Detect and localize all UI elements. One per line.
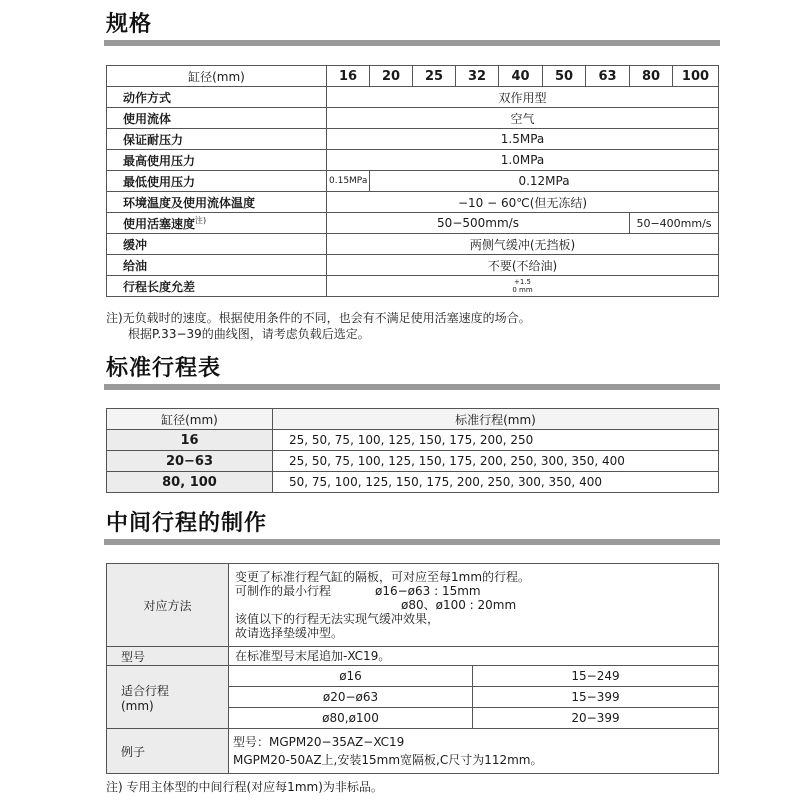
- method-text: [229, 564, 719, 647]
- standard-stroke-table: [106, 408, 719, 493]
- temperature-label: 环境温度及使用流体温度: [107, 192, 327, 213]
- model-row: [107, 647, 719, 666]
- applicable-label-line1: 适合行程: [121, 683, 170, 698]
- min-pressure-value: 0.12MPa: [370, 171, 719, 192]
- table-row: [107, 472, 719, 493]
- table-row: [107, 255, 719, 276]
- max-pressure-label: 最高使用压力: [107, 150, 327, 171]
- stroke-values: 25, 50, 75, 100, 125, 150, 175, 200, 250, 300, 350, 400: [273, 451, 719, 472]
- max-pressure-value: 1.0MPa: [327, 150, 719, 171]
- applicable-range: 20−399: [473, 708, 719, 729]
- specs-note-2: 根据P.33−39的曲线图，请考虑负载后选定。: [128, 327, 370, 341]
- tolerance-value: [327, 276, 719, 297]
- tolerance-lower: 0 mm: [512, 286, 533, 294]
- table-row: [107, 129, 719, 150]
- model-label: 型号: [107, 647, 229, 666]
- action-value: 双作用型: [327, 87, 719, 108]
- cushion-label: 缓冲: [107, 234, 327, 255]
- table-row: [107, 192, 719, 213]
- lubrication-label: 给油: [107, 255, 327, 276]
- method-line-4: 该值以下的行程无法实现气缓冲效果，: [235, 612, 440, 626]
- method-label: 对应方法: [107, 564, 229, 647]
- min-pressure-label: 最低使用压力: [107, 171, 327, 192]
- tolerance-label: 行程长度允差: [107, 276, 327, 297]
- fluid-label: 使用流体: [107, 108, 327, 129]
- section-divider: [104, 40, 720, 46]
- example-label: 例子: [107, 729, 229, 774]
- bore-80: 80: [630, 66, 673, 87]
- table-row: [107, 108, 719, 129]
- applicable-bore: ø20−ø63: [229, 687, 473, 708]
- applicable-row: [107, 666, 719, 687]
- specs-table: [106, 65, 719, 297]
- section-title-specs: 规格: [106, 12, 153, 37]
- applicable-range: 15−249: [473, 666, 719, 687]
- specs-header-row: [107, 66, 719, 87]
- applicable-label: [107, 666, 229, 729]
- bore-25: 25: [413, 66, 456, 87]
- method-line-1: 变更了标准行程气缸的隔板，可对应至每1mm的行程。: [235, 570, 531, 584]
- bore-20: 20: [370, 66, 413, 87]
- bore-63: 63: [586, 66, 630, 87]
- table-row: [107, 150, 719, 171]
- bore-header: 缸径(mm): [107, 66, 327, 87]
- specs-note-1: 注)无负载时的速度。根据使用条件的不同，也会有不满足使用活塞速度的场合。: [106, 311, 531, 325]
- bore-40: 40: [499, 66, 543, 87]
- stroke-bore-header: 缸径(mm): [107, 409, 273, 430]
- stroke-values: 25, 50, 75, 100, 125, 150, 175, 200, 250: [273, 430, 719, 451]
- example-text: [229, 729, 719, 774]
- example-row: [107, 729, 719, 774]
- stroke-header-row: [107, 409, 719, 430]
- bore-50: 50: [543, 66, 586, 87]
- table-row: [107, 213, 719, 234]
- method-min-stroke-label: 可制作的最小行程: [235, 584, 332, 598]
- section-title-intermediate: 中间行程的制作: [106, 511, 268, 536]
- cushion-value: 两侧气缓冲(无挡板): [327, 234, 719, 255]
- action-label: 动作方式: [107, 87, 327, 108]
- fluid-value: 空气: [327, 108, 719, 129]
- table-row: [107, 87, 719, 108]
- proof-pressure-value: 1.5MPa: [327, 129, 719, 150]
- section-divider: [104, 539, 720, 545]
- tolerance-upper: +1.5: [513, 278, 531, 286]
- table-row: [107, 430, 719, 451]
- piston-speed-label-text: 使用活塞速度: [123, 216, 196, 231]
- section-title-strokes: 标准行程表: [106, 356, 222, 381]
- method-min-stroke-large: ø80、ø100 : 20mm: [401, 598, 517, 612]
- tolerance-stack: [512, 278, 532, 294]
- piston-speed-label: [107, 213, 327, 234]
- intermediate-stroke-table: [106, 563, 719, 774]
- stroke-values: 50, 75, 100, 125, 150, 175, 200, 250, 300, 350, 400: [273, 472, 719, 493]
- bore-16: 16: [327, 66, 370, 87]
- method-line-5: 故请选择垫缓冲型。: [235, 626, 344, 640]
- bore-32: 32: [456, 66, 499, 87]
- example-line-2: MGPM20-50AZ上,安装15mm宽隔板,C尺寸为112mm。: [233, 753, 543, 767]
- section-divider: [104, 384, 720, 390]
- stroke-bore: 20−63: [107, 451, 273, 472]
- table-row: [107, 171, 719, 192]
- method-line-2: [235, 584, 718, 598]
- table-row: [107, 234, 719, 255]
- piston-speed-value: 50−500mm/s: [327, 213, 630, 234]
- method-row: [107, 564, 719, 647]
- intermediate-note: 注) 专用主体型的中间行程(对应每1mm)为非标品。: [106, 780, 383, 794]
- temperature-value: −10 − 60℃(但无冻结): [327, 192, 719, 213]
- lubrication-value: 不要(不给油): [327, 255, 719, 276]
- example-line-1: 型号：MGPM20−35AZ−XC19: [233, 735, 405, 749]
- stroke-bore: 80, 100: [107, 472, 273, 493]
- stroke-header: 标准行程(mm): [273, 409, 719, 430]
- table-row: [107, 276, 719, 297]
- table-row: [107, 451, 719, 472]
- min-pressure-value-16: 0.15MPa: [327, 171, 370, 192]
- applicable-label-line2: (mm): [121, 698, 154, 713]
- applicable-bore: ø80,ø100: [229, 708, 473, 729]
- applicable-bore: ø16: [229, 666, 473, 687]
- method-min-stroke-small: ø16−ø63 : 15mm: [375, 584, 481, 598]
- piston-speed-value-large: 50−400mm/s: [630, 213, 719, 234]
- applicable-range: 15−399: [473, 687, 719, 708]
- note-marker: 注): [195, 215, 207, 225]
- stroke-bore: 16: [107, 430, 273, 451]
- bore-100: 100: [673, 66, 719, 87]
- proof-pressure-label: 保证耐压力: [107, 129, 327, 150]
- model-value: 在标准型号末尾追加-XC19。: [229, 647, 719, 666]
